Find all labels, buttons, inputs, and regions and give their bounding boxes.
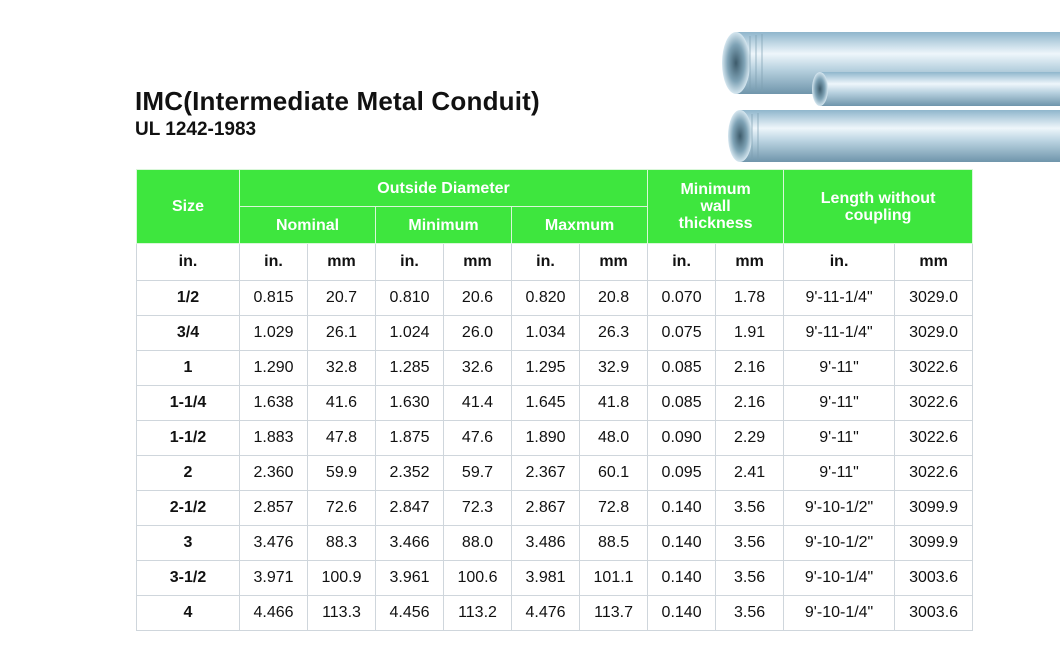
value-cell: 113.7	[580, 596, 648, 631]
value-cell: 3.486	[512, 526, 580, 561]
value-cell: 0.140	[648, 491, 716, 526]
header-min-wall-line1: Minimum	[680, 181, 751, 198]
value-cell: 0.095	[648, 456, 716, 491]
value-cell: 3.56	[716, 561, 784, 596]
value-cell: 3022.6	[895, 386, 973, 421]
value-cell: 0.075	[648, 316, 716, 351]
value-cell: 2.29	[716, 421, 784, 456]
unit-cell: mm	[580, 244, 648, 281]
value-cell: 32.9	[580, 351, 648, 386]
size-cell: 3-1/2	[137, 561, 240, 596]
value-cell: 72.6	[308, 491, 376, 526]
value-cell: 3.981	[512, 561, 580, 596]
value-cell: 20.6	[444, 281, 512, 316]
value-cell: 0.140	[648, 561, 716, 596]
unit-cell: in.	[240, 244, 308, 281]
size-cell: 3/4	[137, 316, 240, 351]
size-cell: 1-1/4	[137, 386, 240, 421]
value-cell: 3022.6	[895, 456, 973, 491]
value-cell: 20.7	[308, 281, 376, 316]
value-cell: 100.6	[444, 561, 512, 596]
value-cell: 101.1	[580, 561, 648, 596]
unit-cell: mm	[716, 244, 784, 281]
value-cell: 3003.6	[895, 596, 973, 631]
value-cell: 2.41	[716, 456, 784, 491]
value-cell: 32.8	[308, 351, 376, 386]
unit-cell: in.	[512, 244, 580, 281]
value-cell: 4.476	[512, 596, 580, 631]
unit-cell: mm	[308, 244, 376, 281]
value-cell: 1.630	[376, 386, 444, 421]
value-cell: 2.352	[376, 456, 444, 491]
unit-cell: mm	[444, 244, 512, 281]
header-nominal: Nominal	[240, 207, 376, 244]
value-cell: 0.070	[648, 281, 716, 316]
value-cell: 26.1	[308, 316, 376, 351]
value-cell: 1.295	[512, 351, 580, 386]
header-minimum: Minimum	[376, 207, 512, 244]
header-min-wall-line3: thickness	[678, 215, 753, 232]
unit-cell: in.	[137, 244, 240, 281]
value-cell: 1.034	[512, 316, 580, 351]
size-cell: 4	[137, 596, 240, 631]
value-cell: 59.7	[444, 456, 512, 491]
value-cell: 41.6	[308, 386, 376, 421]
unit-cell: in.	[648, 244, 716, 281]
value-cell: 2.847	[376, 491, 444, 526]
value-cell: 1.638	[240, 386, 308, 421]
value-cell: 1.290	[240, 351, 308, 386]
value-cell: 60.1	[580, 456, 648, 491]
page-title: IMC(Intermediate Metal Conduit)	[135, 86, 540, 116]
value-cell: 3.476	[240, 526, 308, 561]
value-cell: 9'-11"	[784, 456, 895, 491]
size-cell: 2-1/2	[137, 491, 240, 526]
table-row	[137, 456, 973, 491]
value-cell: 88.5	[580, 526, 648, 561]
conduit-pipes-image	[716, 26, 1060, 166]
value-cell: 48.0	[580, 421, 648, 456]
table-row	[137, 491, 973, 526]
value-cell: 0.810	[376, 281, 444, 316]
value-cell: 3099.9	[895, 526, 973, 561]
value-cell: 26.0	[444, 316, 512, 351]
value-cell: 3.971	[240, 561, 308, 596]
value-cell: 9'-11"	[784, 386, 895, 421]
value-cell: 0.820	[512, 281, 580, 316]
value-cell: 3.56	[716, 526, 784, 561]
unit-cell: mm	[895, 244, 973, 281]
table-row	[137, 386, 973, 421]
value-cell: 41.8	[580, 386, 648, 421]
value-cell: 1.890	[512, 421, 580, 456]
value-cell: 9'-10-1/4"	[784, 596, 895, 631]
imc-dimensions-table	[136, 169, 973, 631]
units-row	[137, 244, 973, 281]
value-cell: 59.9	[308, 456, 376, 491]
value-cell: 9'-10-1/4"	[784, 561, 895, 596]
value-cell: 3022.6	[895, 351, 973, 386]
value-cell: 9'-11-1/4"	[784, 281, 895, 316]
header-maxmum: Maxmum	[512, 207, 648, 244]
value-cell: 113.3	[308, 596, 376, 631]
size-cell: 1-1/2	[137, 421, 240, 456]
value-cell: 2.16	[716, 351, 784, 386]
value-cell: 3.466	[376, 526, 444, 561]
value-cell: 32.6	[444, 351, 512, 386]
value-cell: 41.4	[444, 386, 512, 421]
value-cell: 3.56	[716, 491, 784, 526]
header-size: Size	[137, 170, 240, 244]
value-cell: 3029.0	[895, 316, 973, 351]
value-cell: 0.085	[648, 351, 716, 386]
value-cell: 4.466	[240, 596, 308, 631]
value-cell: 2.867	[512, 491, 580, 526]
value-cell: 1.024	[376, 316, 444, 351]
value-cell: 88.3	[308, 526, 376, 561]
table-row	[137, 561, 973, 596]
table-row	[137, 316, 973, 351]
value-cell: 0.140	[648, 526, 716, 561]
value-cell: 1.875	[376, 421, 444, 456]
header-length-line1: Length without	[820, 189, 936, 207]
table-row	[137, 421, 973, 456]
unit-cell: in.	[784, 244, 895, 281]
value-cell: 2.360	[240, 456, 308, 491]
value-cell: 88.0	[444, 526, 512, 561]
value-cell: 9'-10-1/2"	[784, 491, 895, 526]
value-cell: 20.8	[580, 281, 648, 316]
value-cell: 2.367	[512, 456, 580, 491]
value-cell: 1.029	[240, 316, 308, 351]
size-cell: 2	[137, 456, 240, 491]
size-cell: 1	[137, 351, 240, 386]
value-cell: 4.456	[376, 596, 444, 631]
table-row	[137, 526, 973, 561]
table-row	[137, 351, 973, 386]
header-min-wall-line2: wall	[700, 198, 731, 215]
value-cell: 2.16	[716, 386, 784, 421]
value-cell: 9'-11"	[784, 351, 895, 386]
header-min-wall-thickness	[648, 170, 784, 244]
value-cell: 0.815	[240, 281, 308, 316]
value-cell: 9'-11"	[784, 421, 895, 456]
value-cell: 9'-10-1/2"	[784, 526, 895, 561]
value-cell: 3.961	[376, 561, 444, 596]
value-cell: 100.9	[308, 561, 376, 596]
value-cell: 0.090	[648, 421, 716, 456]
size-cell: 1/2	[137, 281, 240, 316]
value-cell: 72.8	[580, 491, 648, 526]
value-cell: 1.285	[376, 351, 444, 386]
value-cell: 3022.6	[895, 421, 973, 456]
value-cell: 113.2	[444, 596, 512, 631]
value-cell: 3099.9	[895, 491, 973, 526]
table-row	[137, 596, 973, 631]
unit-cell: in.	[376, 244, 444, 281]
value-cell: 1.78	[716, 281, 784, 316]
value-cell: 9'-11-1/4"	[784, 316, 895, 351]
value-cell: 0.085	[648, 386, 716, 421]
standard-subtitle: UL 1242-1983	[135, 119, 257, 140]
header-length-without-coupling	[784, 170, 973, 244]
value-cell: 47.6	[444, 421, 512, 456]
value-cell: 0.140	[648, 596, 716, 631]
value-cell: 26.3	[580, 316, 648, 351]
header-length-line2: coupling	[844, 206, 912, 224]
value-cell: 1.645	[512, 386, 580, 421]
value-cell: 2.857	[240, 491, 308, 526]
value-cell: 1.883	[240, 421, 308, 456]
header-outside-diameter: Outside Diameter	[240, 170, 648, 207]
value-cell: 1.91	[716, 316, 784, 351]
size-cell: 3	[137, 526, 240, 561]
value-cell: 3029.0	[895, 281, 973, 316]
value-cell: 3.56	[716, 596, 784, 631]
table-row	[137, 281, 973, 316]
value-cell: 72.3	[444, 491, 512, 526]
value-cell: 3003.6	[895, 561, 973, 596]
value-cell: 47.8	[308, 421, 376, 456]
